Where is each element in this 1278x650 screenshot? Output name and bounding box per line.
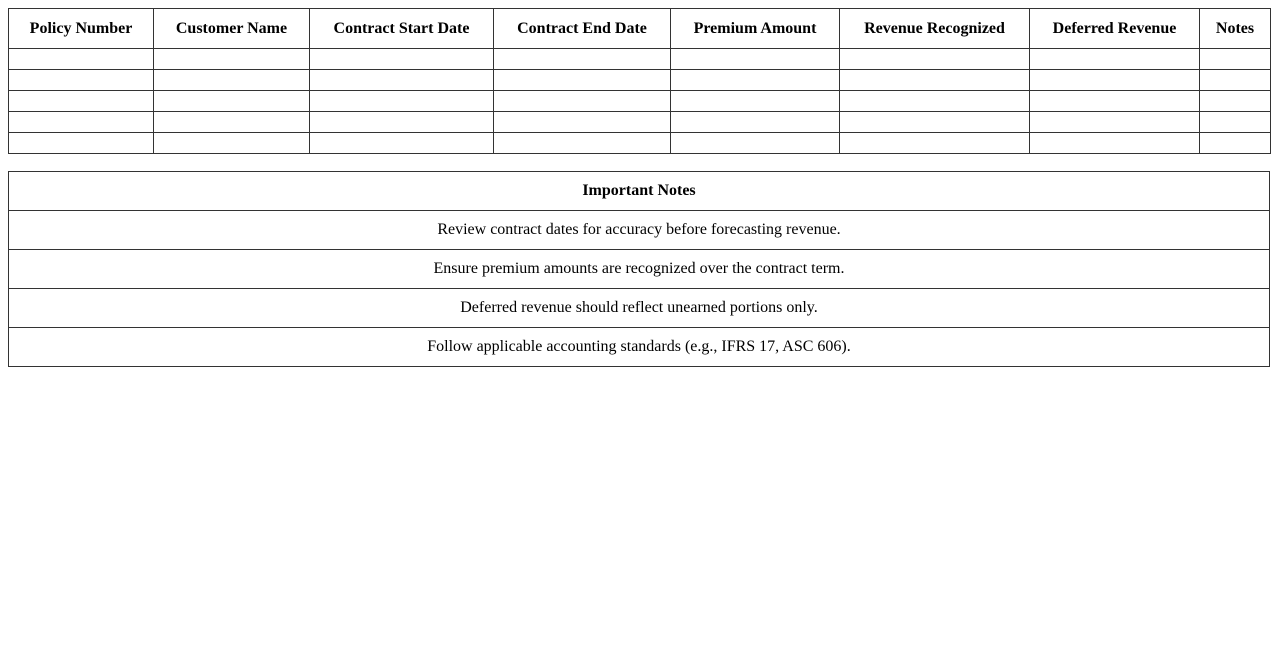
column-header-customer-name: Customer Name xyxy=(154,9,310,49)
table-cell[interactable] xyxy=(494,112,671,133)
table-cell[interactable] xyxy=(671,70,840,91)
table-cell[interactable] xyxy=(9,91,154,112)
note-item: Ensure premium amounts are recognized over the contract term. xyxy=(9,250,1270,289)
table-cell[interactable] xyxy=(840,133,1030,154)
table-row xyxy=(9,49,1271,70)
table-cell[interactable] xyxy=(671,49,840,70)
table-row xyxy=(9,112,1271,133)
table-cell[interactable] xyxy=(310,91,494,112)
note-item: Follow applicable accounting standards (e.g., IFRS 17, ASC 606). xyxy=(9,328,1270,367)
column-header-contract-start-date: Contract Start Date xyxy=(310,9,494,49)
table-cell[interactable] xyxy=(494,133,671,154)
table-cell[interactable] xyxy=(1030,133,1200,154)
table-cell[interactable] xyxy=(154,70,310,91)
table-cell[interactable] xyxy=(310,70,494,91)
table-cell[interactable] xyxy=(671,112,840,133)
table-header-row xyxy=(9,9,1271,49)
notes-row xyxy=(9,211,1270,250)
table-cell[interactable] xyxy=(1200,91,1271,112)
table-cell[interactable] xyxy=(9,70,154,91)
table-cell[interactable] xyxy=(310,133,494,154)
notes-header-row xyxy=(9,172,1270,211)
table-cell[interactable] xyxy=(840,70,1030,91)
table-cell[interactable] xyxy=(9,49,154,70)
note-item: Deferred revenue should reflect unearned portions only. xyxy=(9,289,1270,328)
table-row xyxy=(9,70,1271,91)
table-cell[interactable] xyxy=(1030,70,1200,91)
notes-row xyxy=(9,250,1270,289)
notes-row xyxy=(9,289,1270,328)
notes-row xyxy=(9,328,1270,367)
notes-title: Important Notes xyxy=(9,172,1270,211)
table-cell[interactable] xyxy=(310,112,494,133)
table-cell[interactable] xyxy=(494,49,671,70)
note-item: Review contract dates for accuracy before forecasting revenue. xyxy=(9,211,1270,250)
table-cell[interactable] xyxy=(1030,112,1200,133)
column-header-notes: Notes xyxy=(1200,9,1271,49)
revenue-table xyxy=(8,8,1271,154)
column-header-premium-amount: Premium Amount xyxy=(671,9,840,49)
table-cell[interactable] xyxy=(1200,70,1271,91)
table-cell[interactable] xyxy=(840,112,1030,133)
important-notes-table xyxy=(8,171,1270,367)
table-cell[interactable] xyxy=(154,133,310,154)
table-cell[interactable] xyxy=(840,91,1030,112)
table-cell[interactable] xyxy=(494,91,671,112)
table-cell[interactable] xyxy=(671,91,840,112)
table-cell[interactable] xyxy=(840,49,1030,70)
table-cell[interactable] xyxy=(9,112,154,133)
table-cell[interactable] xyxy=(9,133,154,154)
table-cell[interactable] xyxy=(671,133,840,154)
column-header-policy-number: Policy Number xyxy=(9,9,154,49)
table-cell[interactable] xyxy=(1030,91,1200,112)
column-header-deferred-revenue: Deferred Revenue xyxy=(1030,9,1200,49)
table-row xyxy=(9,91,1271,112)
table-cell[interactable] xyxy=(1200,112,1271,133)
table-cell[interactable] xyxy=(310,49,494,70)
table-cell[interactable] xyxy=(1200,133,1271,154)
table-cell[interactable] xyxy=(154,91,310,112)
column-header-revenue-recognized: Revenue Recognized xyxy=(840,9,1030,49)
table-cell[interactable] xyxy=(1030,49,1200,70)
column-header-contract-end-date: Contract End Date xyxy=(494,9,671,49)
table-row xyxy=(9,133,1271,154)
table-cell[interactable] xyxy=(1200,49,1271,70)
table-cell[interactable] xyxy=(154,112,310,133)
table-cell[interactable] xyxy=(494,70,671,91)
table-cell[interactable] xyxy=(154,49,310,70)
